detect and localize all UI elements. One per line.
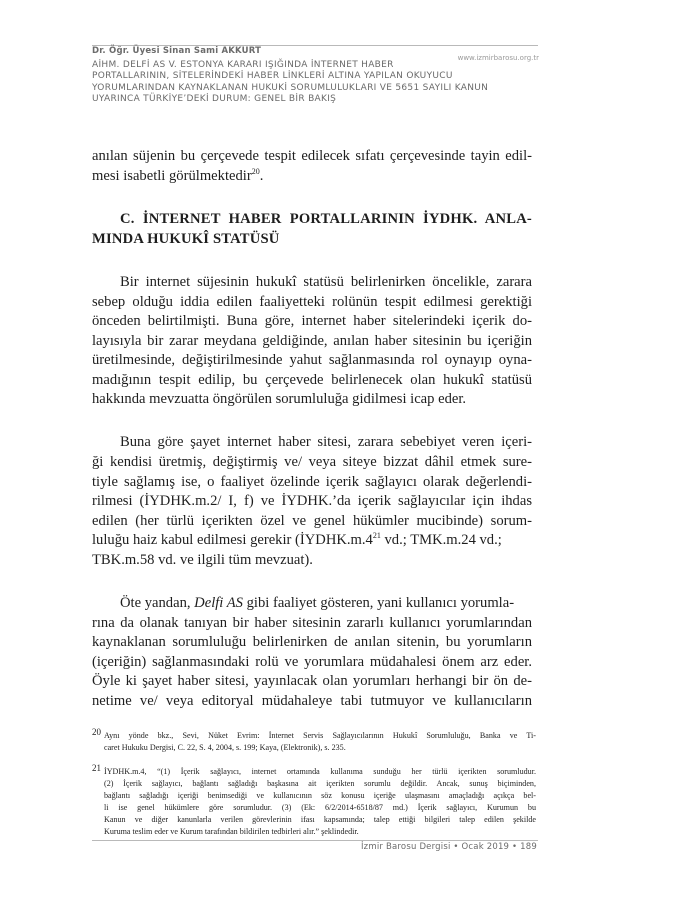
body-line: netime ve/ veya editoryal müdahaleye tabi tutmuyor ve kullanıcıların bbox=[92, 693, 532, 709]
footnote-line: Aynı yönde bkz., Sevi, Nüket Evrim: İnternet Servis Sağlayıcılarının Hukukî Sorumluluğu, Banka ve Ti- bbox=[104, 731, 536, 740]
header-title-line: UYARINCA TÜRKİYE’DEKİ DURUM: GENEL BİR BAKIŞ bbox=[92, 94, 337, 105]
case-name-italic: Delfi AS bbox=[194, 595, 243, 611]
body-line: TBK.m.58 vd. ve ilgili tüm mevzuat). bbox=[92, 552, 313, 568]
body-text: Öte yandan, bbox=[120, 595, 195, 611]
section-heading: C. İNTERNET HABER PORTALLARININ İYDHK. ANLA- bbox=[120, 211, 532, 227]
body-line: anılan süjenin bu çerçevede tespit edilecek sıfatı çerçevesinde tayin edil- bbox=[92, 148, 532, 164]
body-line: üretilmesinde, değiştirilmesinde yahut sağlanmasında rol oynayıp oyna- bbox=[92, 352, 532, 368]
footnote-number: 21 bbox=[92, 763, 101, 773]
body-line bbox=[92, 168, 532, 185]
body-line: önceden belirtilmişti. Buna göre, internet haber sitelerindeki içerik do- bbox=[92, 313, 532, 329]
footnote-line: bağlantı sağladığı içeriği benimsediği ve kullanıcının söz konusu içeriğe ulaşmasını amaçladığı açıkça bel- bbox=[104, 791, 536, 800]
body-line: sebep olduğu iddia edilen faaliyetteki rolünün tespit edilmesi gerektiği bbox=[92, 294, 532, 310]
body-line: rına da olanak tanıyan bir haber sitesinin zararlı kullanıcı yorumlarından bbox=[92, 615, 532, 631]
header-article-title bbox=[92, 60, 512, 106]
body-line bbox=[92, 532, 532, 549]
footnote-line: Kuruma teslim eder ve Kurum tarafından bildirilen tedbirleri alır.” şeklindedir. bbox=[104, 827, 359, 836]
header-title-line: YORUMLARINDAN KAYNAKLANAN HUKUKİ SORUMLULUKLARI VE 5651 SAYILI KANUN bbox=[92, 82, 489, 93]
body-line: madığının tespit edilip, bu çerçevede belirlenecek olan hukukî statüsü bbox=[92, 372, 532, 388]
footnote-line: (2) İçerik sağlayıcı, bağlantı sağladığı başkasına ait içerikten sorumlu değildir. Ancak, sunuş biçiminden, bbox=[104, 779, 536, 788]
body-line: ği kendisi üretmiş, değiştirmiş ve/ veya siteye bizzat dâhil etmek sure- bbox=[92, 454, 532, 470]
body-line: hakkında mevzuatta öngörülen sorumluluğa gidilmesi icap eder. bbox=[92, 391, 467, 407]
body-line: Buna göre şayet internet haber sitesi, zarara sebebiyet veren içeri- bbox=[120, 434, 532, 450]
footer-rule bbox=[92, 840, 538, 841]
footnote-number: 20 bbox=[92, 727, 101, 737]
body-line bbox=[120, 595, 532, 612]
header-url: www.izmirbarosu.org.tr bbox=[457, 54, 539, 62]
body-text: gibi faaliyet gösteren, yani kullanıcı yorumla- bbox=[242, 595, 515, 611]
footnote-ref-21[interactable]: 21 bbox=[372, 531, 381, 541]
header-title-line: PORTALLARININ, SİTELERİNDEKİ HABER LİNKLERİ ALTINA YAPILAN OKUYUCU bbox=[92, 71, 453, 82]
body-text: . bbox=[259, 168, 264, 184]
body-text: mesi isabetli görülmektedir bbox=[92, 168, 252, 184]
body-line: layısıyla bir zarar meydana geldiğinde, anılan haber sitesinin bu içeriğin bbox=[92, 333, 532, 349]
footnote-line: Kanun ve diğer kanunlarla verilen görevlerinin ifası kapsamında; talep ettiği bilgileri talep edilen şekilde bbox=[104, 815, 536, 824]
footer-journal-page: İzmir Barosu Dergisi • Ocak 2019 • 189 bbox=[360, 842, 537, 852]
footnote-line: İYDHK.m.4, “(1) İçerik sağlayıcı, internet ortamında kullanıma sunduğu her türlü içerikten sorumludur. bbox=[104, 767, 536, 776]
header-author: Dr. Öğr. Üyesi Sinan Sami AKKURT bbox=[92, 46, 262, 56]
header-title-line: AİHM. DELFİ AS V. ESTONYA KARARI IŞIĞINDA İNTERNET HABER bbox=[92, 60, 394, 70]
body-text: luluğu haiz kabul edilmesi gerekir (İYDHK.m.4 bbox=[92, 532, 373, 548]
footnote-line: caret Hukuku Dergisi, C. 22, S. 4, 2004, s. 199; Kaya, (Elektronik), s. 235. bbox=[104, 743, 346, 752]
section-heading: MINDA HUKUKÎ STATÜSÜ bbox=[92, 231, 280, 247]
body-line: tiyle sağlamış ise, o faaliyet özelinde içerik sağlayıcı olarak değerlendi- bbox=[92, 474, 532, 490]
body-line: Bir internet süjesinin hukukî statüsü belirlenirken öncelikle, zarara bbox=[120, 274, 532, 290]
body-line: (içeriğin) sağlanmasındaki rolü ve yorumlara müdahalesi önem arz eder. bbox=[92, 654, 532, 670]
body-line: Öyle ki şayet haber sitesi, yayınlacak olan yorumları herhangi bir ön de- bbox=[92, 673, 532, 689]
body-text: vd.; TMK.m.24 vd.; bbox=[380, 532, 502, 548]
body-line: edilen (her türlü içerikten özel ve genel hükümler mucibinde) sorum- bbox=[92, 513, 532, 529]
body-line: kaynaklanan sorumluluğu belirlenirken de anılan sitenin, bu yorumların bbox=[92, 634, 532, 650]
body-line: rilmesi (İYDHK.m.2/ I, f) ve İYDHK.’da içerik sağlayıcılar için ihdas bbox=[92, 493, 532, 509]
footnote-line: li ise genel hükümlere göre sorumludur. (3) (Ek: 6/2/2014-6518/87 md.) İçerik sağlayıcı, Kurumun bu bbox=[104, 803, 536, 812]
footnote-ref-20[interactable]: 20 bbox=[251, 167, 260, 177]
